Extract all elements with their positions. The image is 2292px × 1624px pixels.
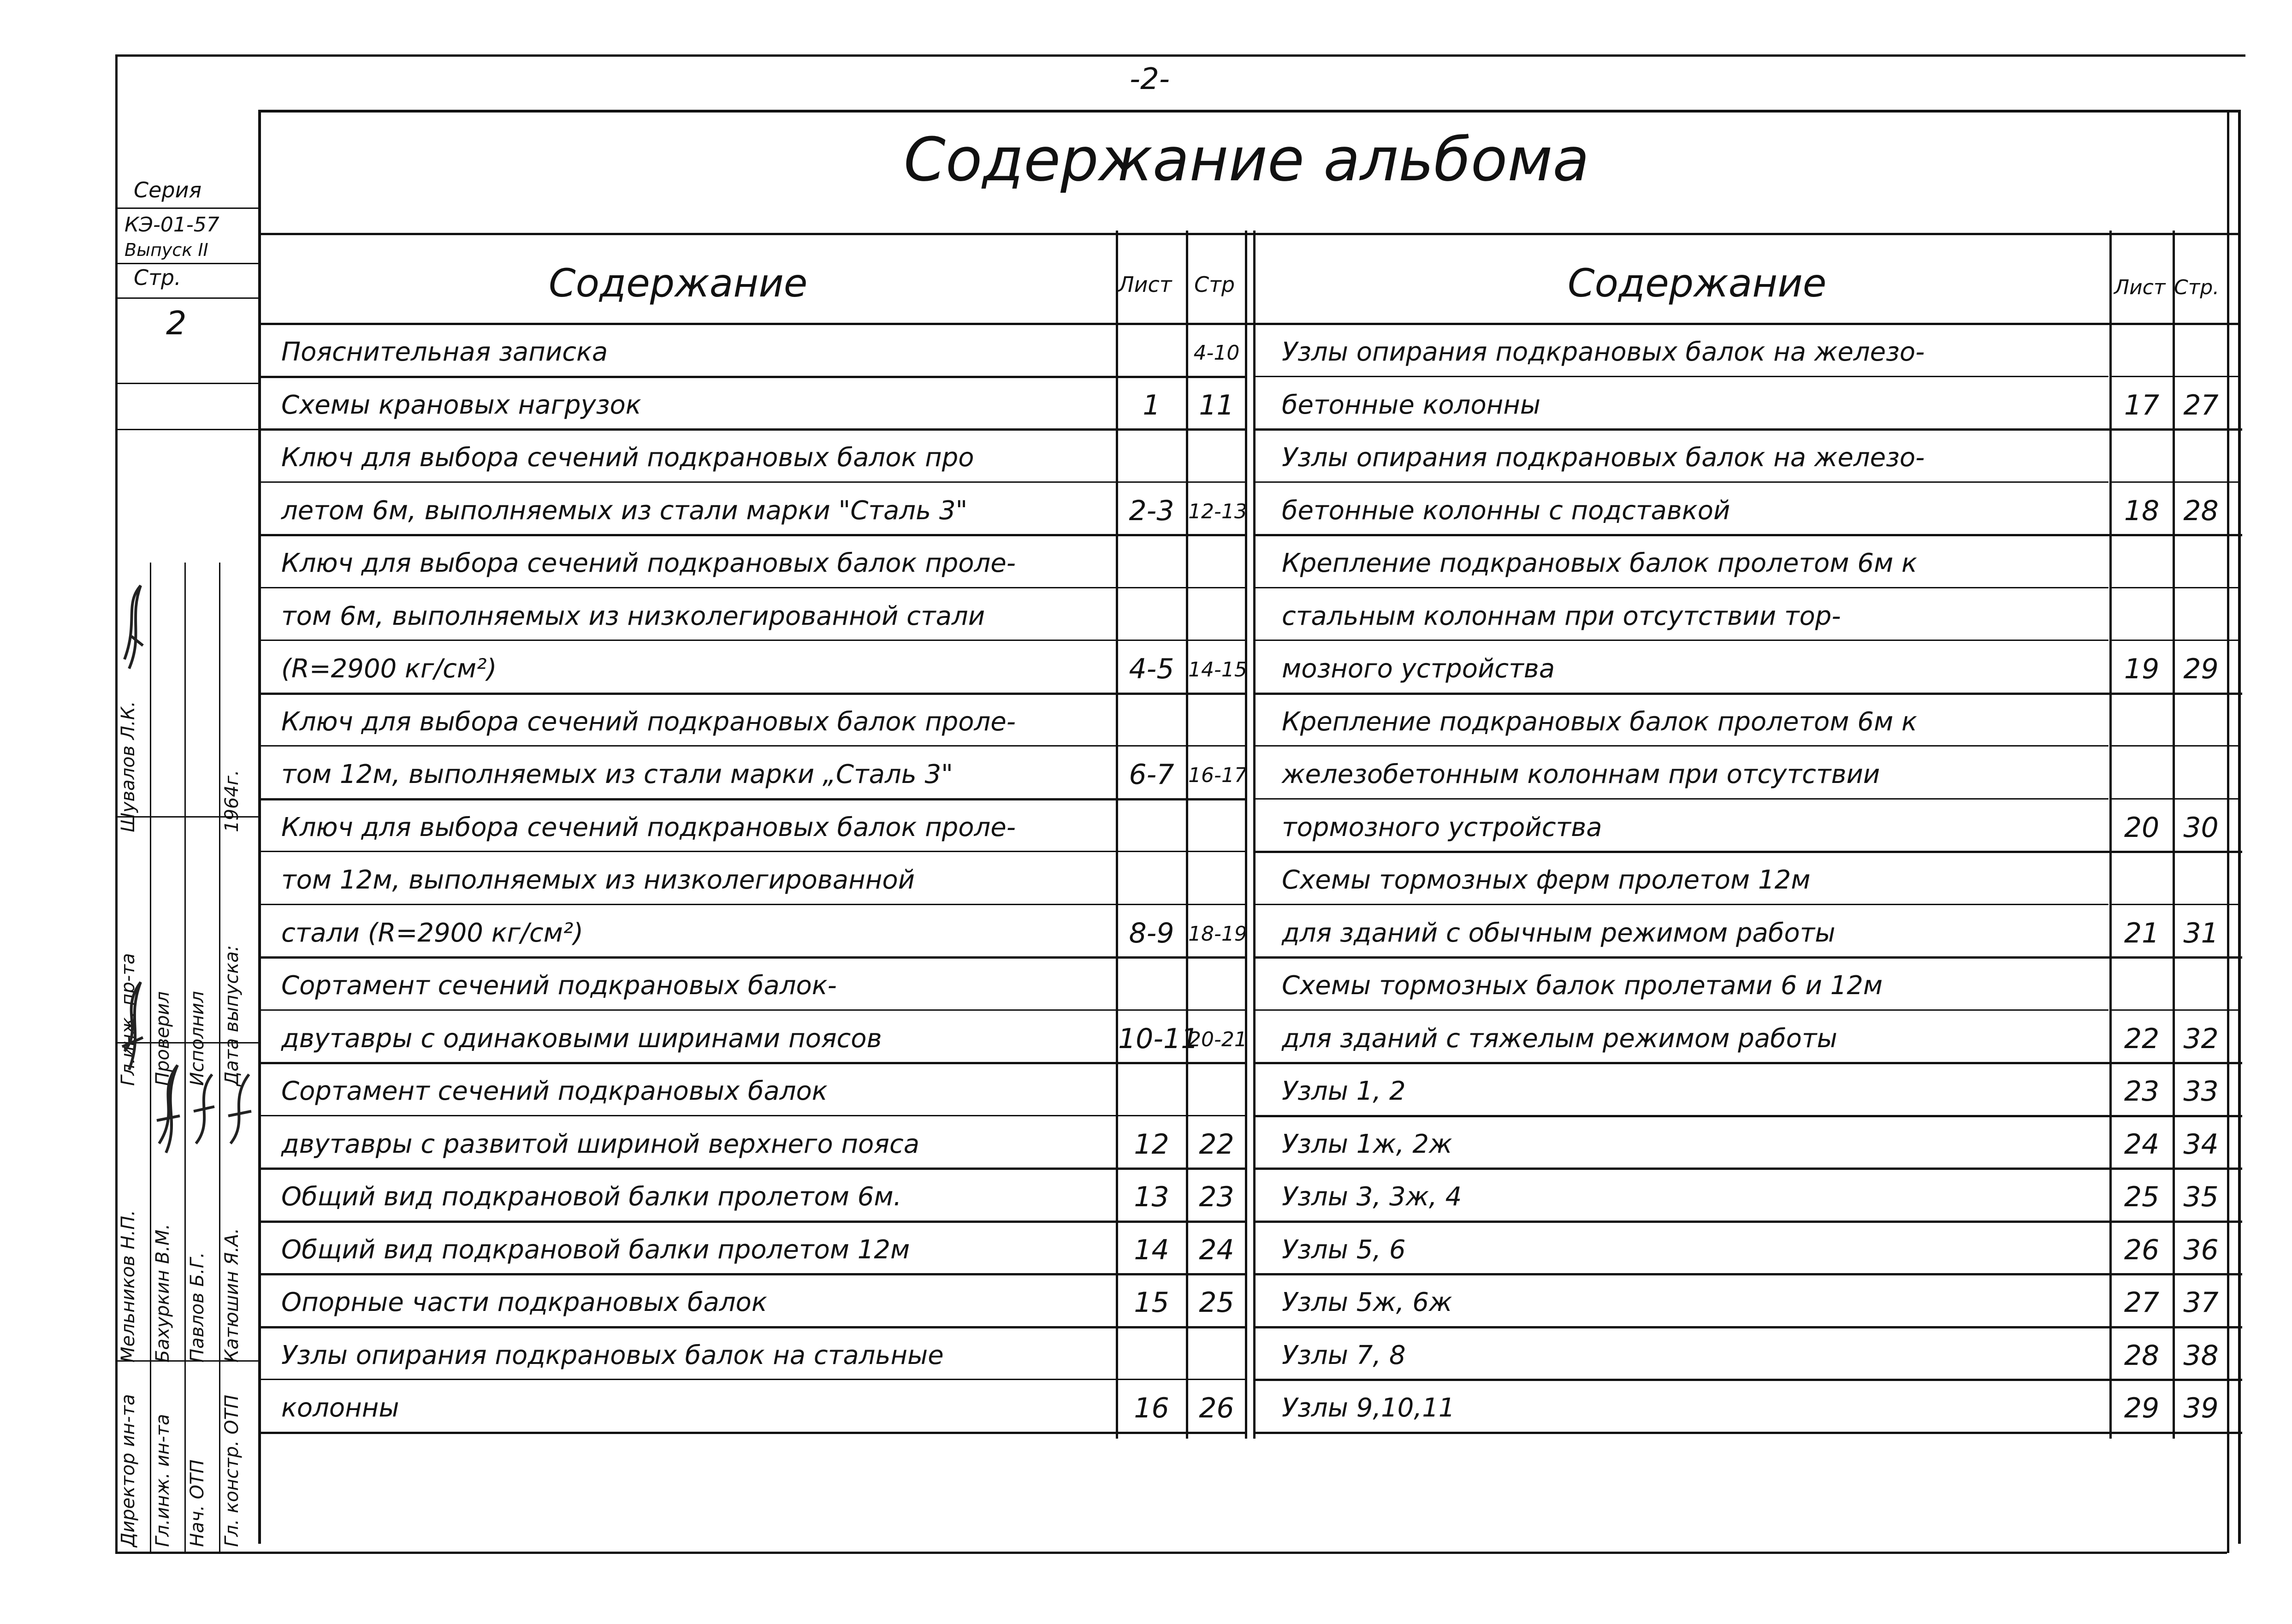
page-number: -2- xyxy=(1130,62,1170,96)
right-row-rule-num xyxy=(2109,534,2241,535)
header-rule xyxy=(258,323,2241,325)
left-row-page: 26 xyxy=(1199,1392,1234,1424)
right-row-sheet: 25 xyxy=(2124,1181,2160,1213)
sig-role-2: Исполнил xyxy=(187,991,208,1086)
right-row-text: стальным колоннам при отсутствии тор- xyxy=(1282,601,1841,631)
left-row-text: летом 6м, выполняемых из стали марки "Сталь 3" xyxy=(281,495,968,526)
right-row-rule-num xyxy=(2109,1221,2241,1222)
right-row-sheet: 27 xyxy=(2124,1286,2160,1319)
right-row-text: мозного устройства xyxy=(1282,654,1555,684)
right-row-page: 37 xyxy=(2183,1286,2219,1319)
left-row-sheet: 6-7 xyxy=(1129,759,1174,791)
right-row-sheet: 24 xyxy=(2124,1128,2160,1161)
left-row-rule xyxy=(258,1326,1245,1328)
right-row-page: 33 xyxy=(2183,1075,2219,1108)
sig-name-2: 1964г. xyxy=(221,770,243,832)
right-row-rule-num xyxy=(2109,481,2241,483)
right-row-page: 35 xyxy=(2183,1181,2219,1213)
page-title: Содержание альбома xyxy=(904,124,1590,195)
right-row-rule xyxy=(1253,640,2108,641)
right-row-rule-num xyxy=(2109,851,2241,852)
left-row-sheet: 14 xyxy=(1134,1233,1169,1266)
left-row-rule xyxy=(258,1221,1245,1223)
right-row-sheet: 22 xyxy=(2124,1022,2160,1055)
right-row-rule xyxy=(1253,481,2108,483)
left-row-text: Схемы крановых нагрузок xyxy=(281,390,641,420)
left-row-rule xyxy=(258,1009,1116,1011)
left-row-rule xyxy=(258,693,1245,695)
left-row-sheet: 10-11 xyxy=(1118,1022,1199,1055)
right-header-page: Стр. xyxy=(2174,276,2220,299)
right-row-text: Узлы опирания подкрановых балок на железо- xyxy=(1282,443,1925,473)
left-row-page: 11 xyxy=(1199,389,1234,421)
right-row-rule xyxy=(1253,1009,2108,1011)
stamp-issue: Выпуск II xyxy=(124,240,208,260)
left-row-text: Ключ для выбора сечений подкрановых балок проле- xyxy=(281,706,1016,737)
right-row-rule xyxy=(1253,1115,2242,1117)
left-row-rule-num xyxy=(1116,481,1246,483)
sig-name: Катюшин Я.А. xyxy=(221,1228,243,1363)
left-row-page: 23 xyxy=(1199,1181,1234,1213)
right-row-rule xyxy=(1253,1221,2242,1223)
right-row-rule xyxy=(1253,745,2108,747)
left-row-rule xyxy=(258,956,1245,959)
right-row-text: Крепление подкрановых балок пролетом 6м к xyxy=(1282,706,1917,737)
right-row-rule-num xyxy=(2109,904,2241,905)
stamp-series-label: Серия xyxy=(134,178,202,202)
stamp-rule-1 xyxy=(115,207,258,209)
left-row-rule xyxy=(258,428,1245,431)
right-row-page: 32 xyxy=(2183,1022,2219,1055)
stamp-page-value: 2 xyxy=(166,304,187,342)
right-row-rule-num xyxy=(2109,1379,2241,1380)
left-row-rule xyxy=(258,745,1116,747)
left-row-page: 4-10 xyxy=(1193,341,1240,365)
right-row-rule-num xyxy=(2109,640,2241,641)
left-row-page: 14-15 xyxy=(1188,658,1247,682)
right-row-sheet: 28 xyxy=(2124,1339,2160,1372)
left-row-rule-num xyxy=(1116,745,1246,747)
left-row-text: Ключ для выбора сечений подкрановых балок про xyxy=(281,443,974,473)
left-row-rule-num xyxy=(1116,956,1246,958)
right-row-text: тормозного устройства xyxy=(1282,812,1602,842)
right-row-rule-num xyxy=(2109,1273,2241,1274)
title-rule xyxy=(258,233,2241,235)
right-row-text: бетонные колонны xyxy=(1282,390,1541,420)
right-row-rule-num xyxy=(2109,745,2241,747)
right-row-rule xyxy=(1253,851,2242,853)
sig-role: Нач. ОТП xyxy=(187,1459,208,1547)
left-row-text: том 12м, выполняемых из стали марки „Сталь 3" xyxy=(281,759,953,789)
left-row-rule xyxy=(258,640,1116,641)
left-row-rule xyxy=(258,851,1116,852)
left-row-rule-num xyxy=(1116,904,1246,905)
sig-role-2: Дата выпуска: xyxy=(221,945,243,1086)
sig-role-2: Проверил xyxy=(152,991,173,1086)
left-row-text: Ключ для выбора сечений подкрановых балок проле- xyxy=(281,548,1016,578)
right-row-rule xyxy=(1253,587,2108,588)
left-row-text: стали (R=2900 кг/см²) xyxy=(281,918,584,948)
right-row-text: бетонные колонны с подставкой xyxy=(1282,495,1730,526)
left-row-text: Общий вид подкрановой балки пролетом 6м. xyxy=(281,1182,902,1212)
sig-name: Мельников Н.П. xyxy=(118,1210,139,1363)
right-row-sheet: 19 xyxy=(2124,653,2160,685)
right-header-content: Содержание xyxy=(1568,261,1827,306)
left-row-text: двутавры с одинаковыми ширинами поясов xyxy=(281,1023,882,1054)
right-row-sheet: 26 xyxy=(2124,1233,2160,1266)
right-row-rule xyxy=(1253,1432,2242,1434)
left-row-rule-num xyxy=(1116,428,1246,430)
right-row-rule xyxy=(1253,1168,2242,1170)
sig-role: Директор ин-та xyxy=(118,1394,139,1547)
left-header-content: Содержание xyxy=(549,261,808,306)
right-row-text: Узлы 1ж, 2ж xyxy=(1282,1129,1452,1159)
right-row-rule-num xyxy=(2109,1432,2241,1433)
left-row-page: 20-21 xyxy=(1188,1027,1247,1051)
left-row-rule-num xyxy=(1116,1326,1246,1328)
left-row-rule-num xyxy=(1116,851,1246,852)
left-header-page: Стр xyxy=(1194,272,1235,297)
left-row-rule-num xyxy=(1116,1009,1246,1011)
left-row-rule xyxy=(258,904,1116,905)
left-row-rule-num xyxy=(1116,1115,1246,1116)
left-row-rule xyxy=(258,1432,1245,1434)
left-row-rule-num xyxy=(1116,1432,1246,1433)
right-row-rule-num xyxy=(2109,1062,2241,1063)
right-row-sheet: 29 xyxy=(2124,1392,2160,1424)
left-row-rule-num xyxy=(1116,376,1246,377)
right-row-text: Узлы 9,10,11 xyxy=(1282,1393,1455,1423)
left-row-sheet: 4-5 xyxy=(1129,653,1174,685)
left-row-text: Сортамент сечений подкрановых балок xyxy=(281,1076,828,1106)
right-row-page: 34 xyxy=(2183,1128,2219,1161)
right-row-rule-num xyxy=(2109,1168,2241,1169)
right-row-text: для зданий с обычным режимом работы xyxy=(1282,918,1836,948)
sig-name: Павлов Б.Г. xyxy=(187,1252,208,1363)
right-row-sheet: 20 xyxy=(2124,811,2160,844)
right-row-page: 30 xyxy=(2183,811,2219,844)
left-row-page: 18-19 xyxy=(1188,922,1247,946)
right-row-page: 39 xyxy=(2183,1392,2219,1424)
right-row-text: Узлы 7, 8 xyxy=(1282,1340,1406,1370)
left-row-rule-num xyxy=(1116,1168,1246,1169)
left-row-sheet: 13 xyxy=(1134,1181,1169,1213)
left-row-rule-num xyxy=(1116,1062,1246,1063)
left-row-rule xyxy=(258,1379,1116,1380)
left-row-rule xyxy=(258,798,1245,800)
stamp-page-label: Стр. xyxy=(134,265,181,290)
right-row-text: железобетонным колоннам при отсутствии xyxy=(1282,759,1880,789)
right-row-sheet: 18 xyxy=(2124,494,2160,527)
right-row-rule xyxy=(1253,1062,2242,1064)
left-row-text: Пояснительная записка xyxy=(281,337,608,367)
right-row-sheet: 17 xyxy=(2124,389,2160,421)
right-row-page: 38 xyxy=(2183,1339,2219,1372)
right-row-rule xyxy=(1253,798,2108,800)
left-row-rule-num xyxy=(1116,534,1246,535)
right-row-rule-num xyxy=(2109,798,2241,800)
right-row-text: Схемы тормозных ферм пролетом 12м xyxy=(1282,865,1811,895)
right-row-rule xyxy=(1253,1326,2242,1328)
right-row-text: Узлы 1, 2 xyxy=(1282,1076,1406,1106)
right-row-text: Схемы тормозных балок пролетами 6 и 12м xyxy=(1282,971,1883,1001)
right-row-rule-num xyxy=(2109,376,2241,377)
right-row-rule-num xyxy=(2109,1115,2241,1116)
left-row-page: 12-13 xyxy=(1188,499,1247,523)
left-row-rule-num xyxy=(1116,587,1246,588)
left-row-page: 24 xyxy=(1199,1233,1234,1266)
right-row-rule-num xyxy=(2109,693,2241,694)
left-row-rule-num xyxy=(1116,1221,1246,1222)
sig-role-2: Гл.инж. пр-та xyxy=(118,953,139,1086)
left-row-rule xyxy=(258,587,1116,588)
sig-name: Бахуркин В.М. xyxy=(152,1223,173,1363)
left-row-text: Сортамент сечений подкрановых балок- xyxy=(281,971,837,1001)
right-row-text: Узлы 5, 6 xyxy=(1282,1234,1406,1265)
left-header-sheet: Лист xyxy=(1118,272,1172,297)
right-row-text: для зданий с тяжелым режимом работы xyxy=(1282,1023,1837,1054)
right-row-rule xyxy=(1253,904,2108,905)
left-row-rule xyxy=(258,481,1116,483)
left-row-text: Общий вид подкрановой балки пролетом 12м xyxy=(281,1234,910,1265)
center-divider-a xyxy=(1245,231,1247,1439)
stamp-rule-3 xyxy=(115,297,258,299)
right-row-text: Узлы опирания подкрановых балок на железо- xyxy=(1282,337,1925,367)
right-row-rule-num xyxy=(2109,956,2241,958)
left-row-sheet: 1 xyxy=(1143,389,1161,421)
left-row-rule-num xyxy=(1116,640,1246,641)
right-row-rule xyxy=(1253,1273,2242,1275)
left-row-page: 16-17 xyxy=(1188,764,1247,787)
sig-role: Гл.инж. ин-та xyxy=(152,1414,173,1547)
right-row-page: 27 xyxy=(2183,389,2219,421)
left-row-text: двутавры с развитой шириной верхнего пояса xyxy=(281,1129,920,1159)
left-row-rule-num xyxy=(1116,798,1246,800)
main-frame-right-lower xyxy=(2227,110,2229,1553)
left-row-text: том 6м, выполняемых из низколегированной стали xyxy=(281,601,985,631)
right-row-rule-num xyxy=(2109,587,2241,588)
left-row-text: Узлы опирания подкрановых балок на стальные xyxy=(281,1340,944,1370)
left-row-text: (R=2900 кг/см²) xyxy=(281,654,497,684)
right-row-rule-num xyxy=(2109,1009,2241,1011)
stamp-block xyxy=(115,171,258,360)
sig-name-2: Шувалов Л.К. xyxy=(118,701,139,832)
left-row-text: том 12м, выполняемых из низколегированной xyxy=(281,865,915,895)
left-row-rule-num xyxy=(1116,1273,1246,1274)
right-row-sheet: 21 xyxy=(2124,917,2160,949)
right-row-rule xyxy=(1253,534,2242,536)
right-row-rule xyxy=(1253,693,2242,695)
right-row-rule-num xyxy=(2109,428,2241,430)
center-divider-b xyxy=(1253,231,1256,1439)
handwritten-signatures xyxy=(115,567,258,1259)
right-row-page: 36 xyxy=(2183,1233,2219,1266)
left-row-text: Опорные части подкрановых балок xyxy=(281,1287,767,1317)
right-row-page: 28 xyxy=(2183,494,2219,527)
stamp-rule-2 xyxy=(115,263,258,264)
left-row-text: Ключ для выбора сечений подкрановых балок проле- xyxy=(281,812,1016,842)
bottom-rule xyxy=(115,1552,2227,1554)
stamp-rule-4 xyxy=(115,383,258,384)
right-row-sheet: 23 xyxy=(2124,1075,2160,1108)
right-row-rule xyxy=(1253,376,2108,377)
left-row-page: 22 xyxy=(1199,1128,1234,1161)
left-row-sheet: 2-3 xyxy=(1129,494,1174,527)
sig-role: Гл. констр. ОТП xyxy=(221,1394,243,1547)
left-row-rule-num xyxy=(1116,693,1246,694)
left-row-sheet: 8-9 xyxy=(1129,917,1174,949)
left-row-rule xyxy=(258,1168,1245,1170)
top-rule xyxy=(115,54,2245,57)
right-row-text: Узлы 3, 3ж, 4 xyxy=(1282,1182,1462,1212)
left-row-page: 25 xyxy=(1199,1286,1234,1319)
left-row-rule xyxy=(258,376,1245,378)
right-row-text: Узлы 5ж, 6ж xyxy=(1282,1287,1452,1317)
left-row-sheet: 12 xyxy=(1134,1128,1169,1161)
stamp-series-value: КЭ-01-57 xyxy=(124,213,219,237)
right-row-rule xyxy=(1253,1379,2242,1381)
left-row-sheet: 15 xyxy=(1134,1286,1169,1319)
left-row-rule xyxy=(258,1273,1245,1275)
right-row-rule xyxy=(1253,428,2242,431)
left-row-rule-num xyxy=(1116,1379,1246,1380)
left-row-sheet: 16 xyxy=(1134,1392,1169,1424)
left-row-rule xyxy=(258,1115,1116,1116)
right-row-page: 31 xyxy=(2183,917,2219,949)
right-row-page: 29 xyxy=(2183,653,2219,685)
right-header-sheet: Лист xyxy=(2114,276,2166,299)
right-row-rule xyxy=(1253,956,2242,959)
left-row-text: колонны xyxy=(281,1393,399,1423)
left-row-rule xyxy=(258,1062,1245,1064)
right-row-rule-num xyxy=(2109,1326,2241,1328)
right-row-text: Крепление подкрановых балок пролетом 6м к xyxy=(1282,548,1917,578)
stamp-rule-5 xyxy=(115,429,258,430)
left-row-rule xyxy=(258,534,1245,536)
